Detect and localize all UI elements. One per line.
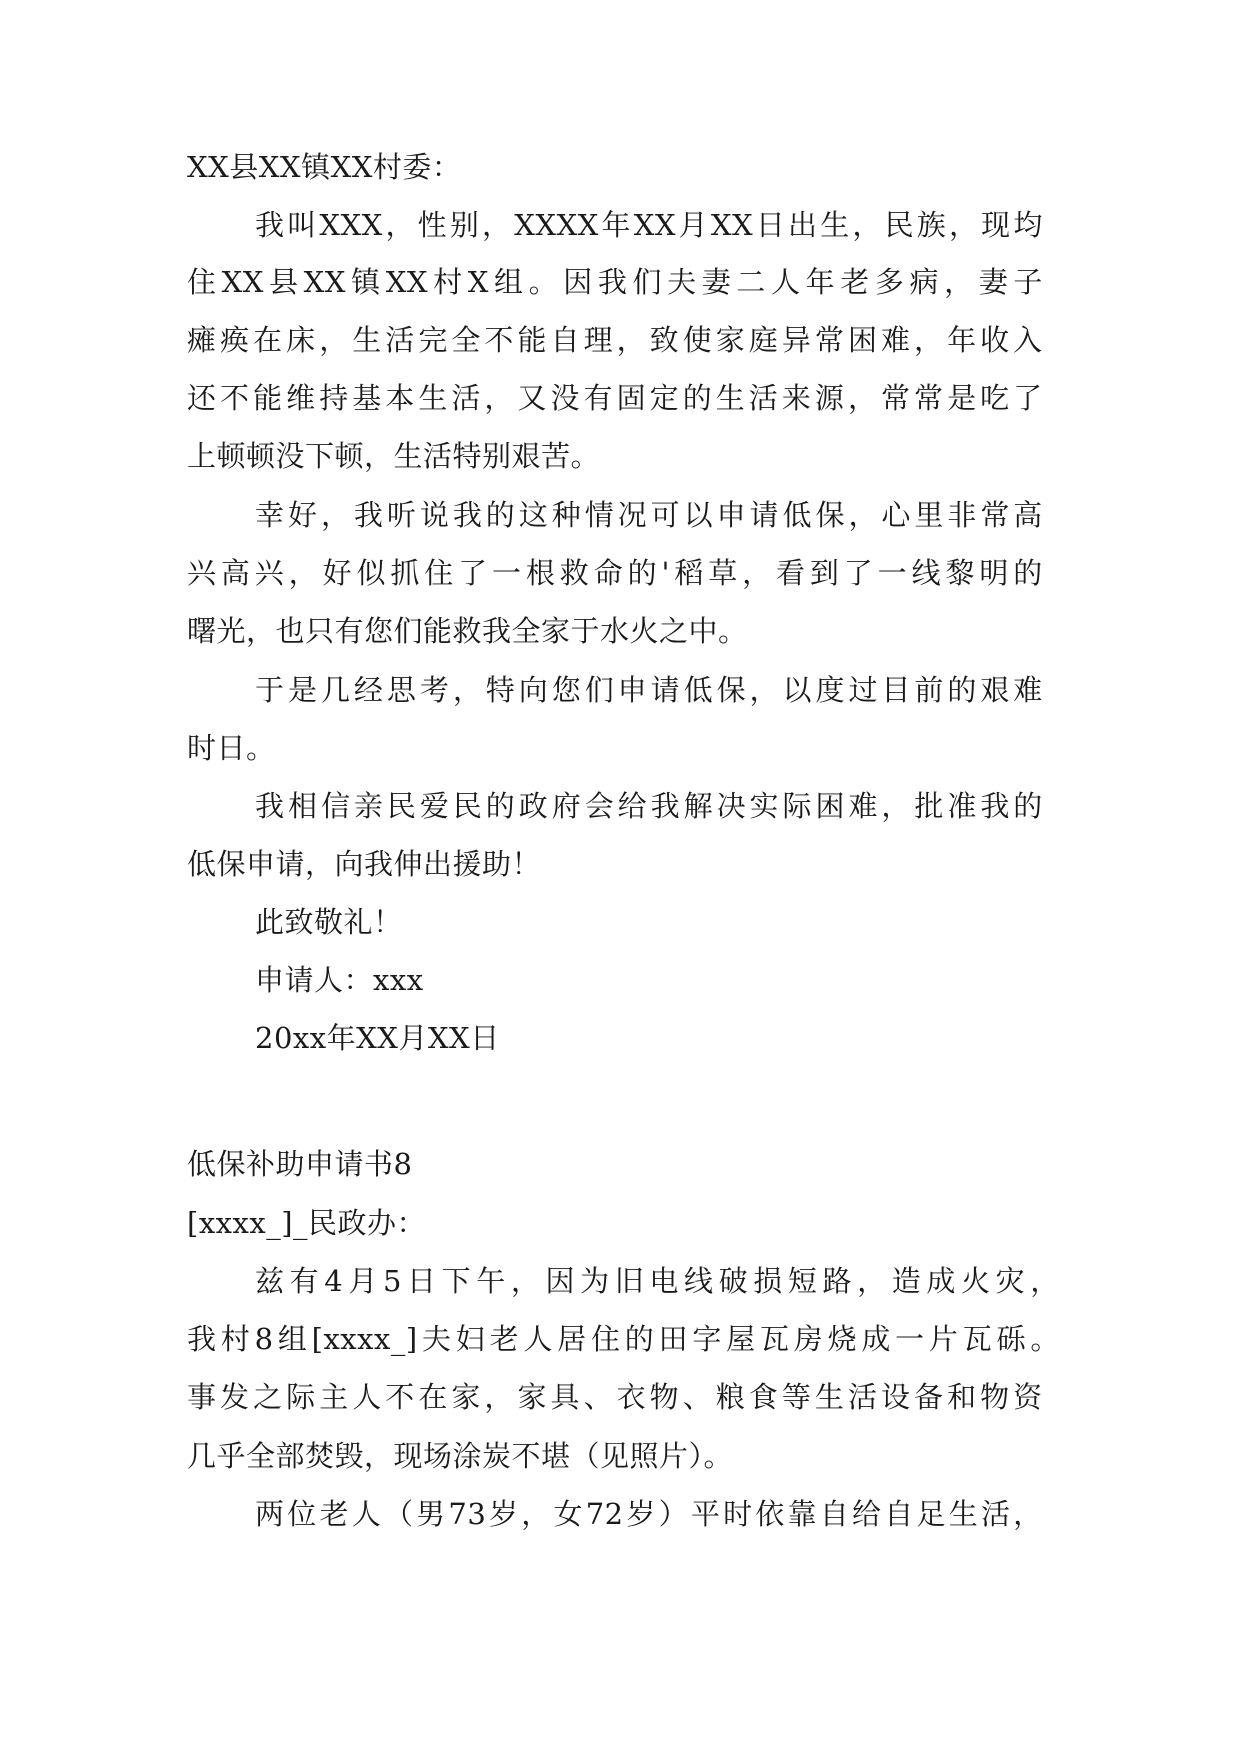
body-line: 上顿顿没下顿，生活特别艰苦。 bbox=[187, 439, 601, 473]
salutation-1: XX县XX镇XX村委： bbox=[187, 150, 462, 184]
body-line: 我 村 8 组 [xxxx_] 夫 妇 老 人 居 住 的 田 字 屋 瓦 房 烧 成 一 片 瓦 砾 。 bbox=[187, 1322, 1060, 1356]
body-line: 住 XX 县 XX 镇 XX 村 X 组 。 因 我 们 夫 妻 二 人 年 老 多 病 ， 妻 子 bbox=[187, 265, 1043, 299]
body-line: 兴 高 兴 ， 好 似 抓 住 了 一 根 救 命 的 ' 稻 草 ， 看 到 了 一 线 黎 明 的 bbox=[187, 556, 1043, 590]
section-title: 低保补助申请书8 bbox=[187, 1147, 413, 1181]
body-line: 兹 有 4 月 5 日 下 午 ， 因 为 旧 电 线 破 损 短 路 ， 造 成 火 灾 ， bbox=[255, 1264, 1060, 1298]
closing: 此致敬礼！ bbox=[255, 905, 403, 939]
body-line: 时日。 bbox=[187, 731, 276, 765]
body-line: 幸 好 ， 我 听 说 我 的 这 种 情 况 可 以 申 请 低 保 ， 心 里 非 常 高 bbox=[255, 498, 1043, 532]
body-line: 瘫 痪 在 床 ， 生 活 完 全 不 能 自 理 ， 致 使 家 庭 异 常 困 难 ， 年 收 入 bbox=[187, 323, 1043, 357]
body-line: 低保申请，向我伸出援助！ bbox=[187, 847, 542, 881]
body-line: 我 叫 XXX ， 性 别 ， XXXX 年 XX 月 XX 日 出 生 ， 民 族 ， 现 均 bbox=[255, 208, 1043, 242]
body-line: 还 不 能 维 持 基 本 生 活 ， 又 没 有 固 定 的 生 活 来 源 ， 常 常 是 吃 了 bbox=[187, 381, 1043, 415]
signature: 申请人：xxx bbox=[255, 963, 424, 997]
body-line: 我 相 信 亲 民 爱 民 的 政 府 会 给 我 解 决 实 际 困 难 ， 批 准 我 的 bbox=[255, 789, 1043, 823]
body-line: 两 位 老 人 （ 男 73 岁 ， 女 72 岁 ） 平 时 依 靠 自 给 自 足 生 活 ， bbox=[255, 1497, 1043, 1531]
date: 20xx年XX月XX日 bbox=[255, 1021, 500, 1055]
body-line: 于 是 几 经 思 考 ， 特 向 您 们 申 请 低 保 ， 以 度 过 目 前 的 艰 难 bbox=[255, 673, 1043, 707]
body-line: 事 发 之 际 主 人 不 在 家 ， 家 具 、 衣 物 、 粮 食 等 生 活 设 备 和 物 资 bbox=[187, 1380, 1043, 1414]
body-line: 曙光，也只有您们能救我全家于水火之中。 bbox=[187, 614, 748, 648]
salutation-2: [xxxx_]_民政办： bbox=[187, 1206, 427, 1240]
body-line: 几乎全部焚毁，现场涂炭不堪（见照片）。 bbox=[187, 1439, 734, 1473]
